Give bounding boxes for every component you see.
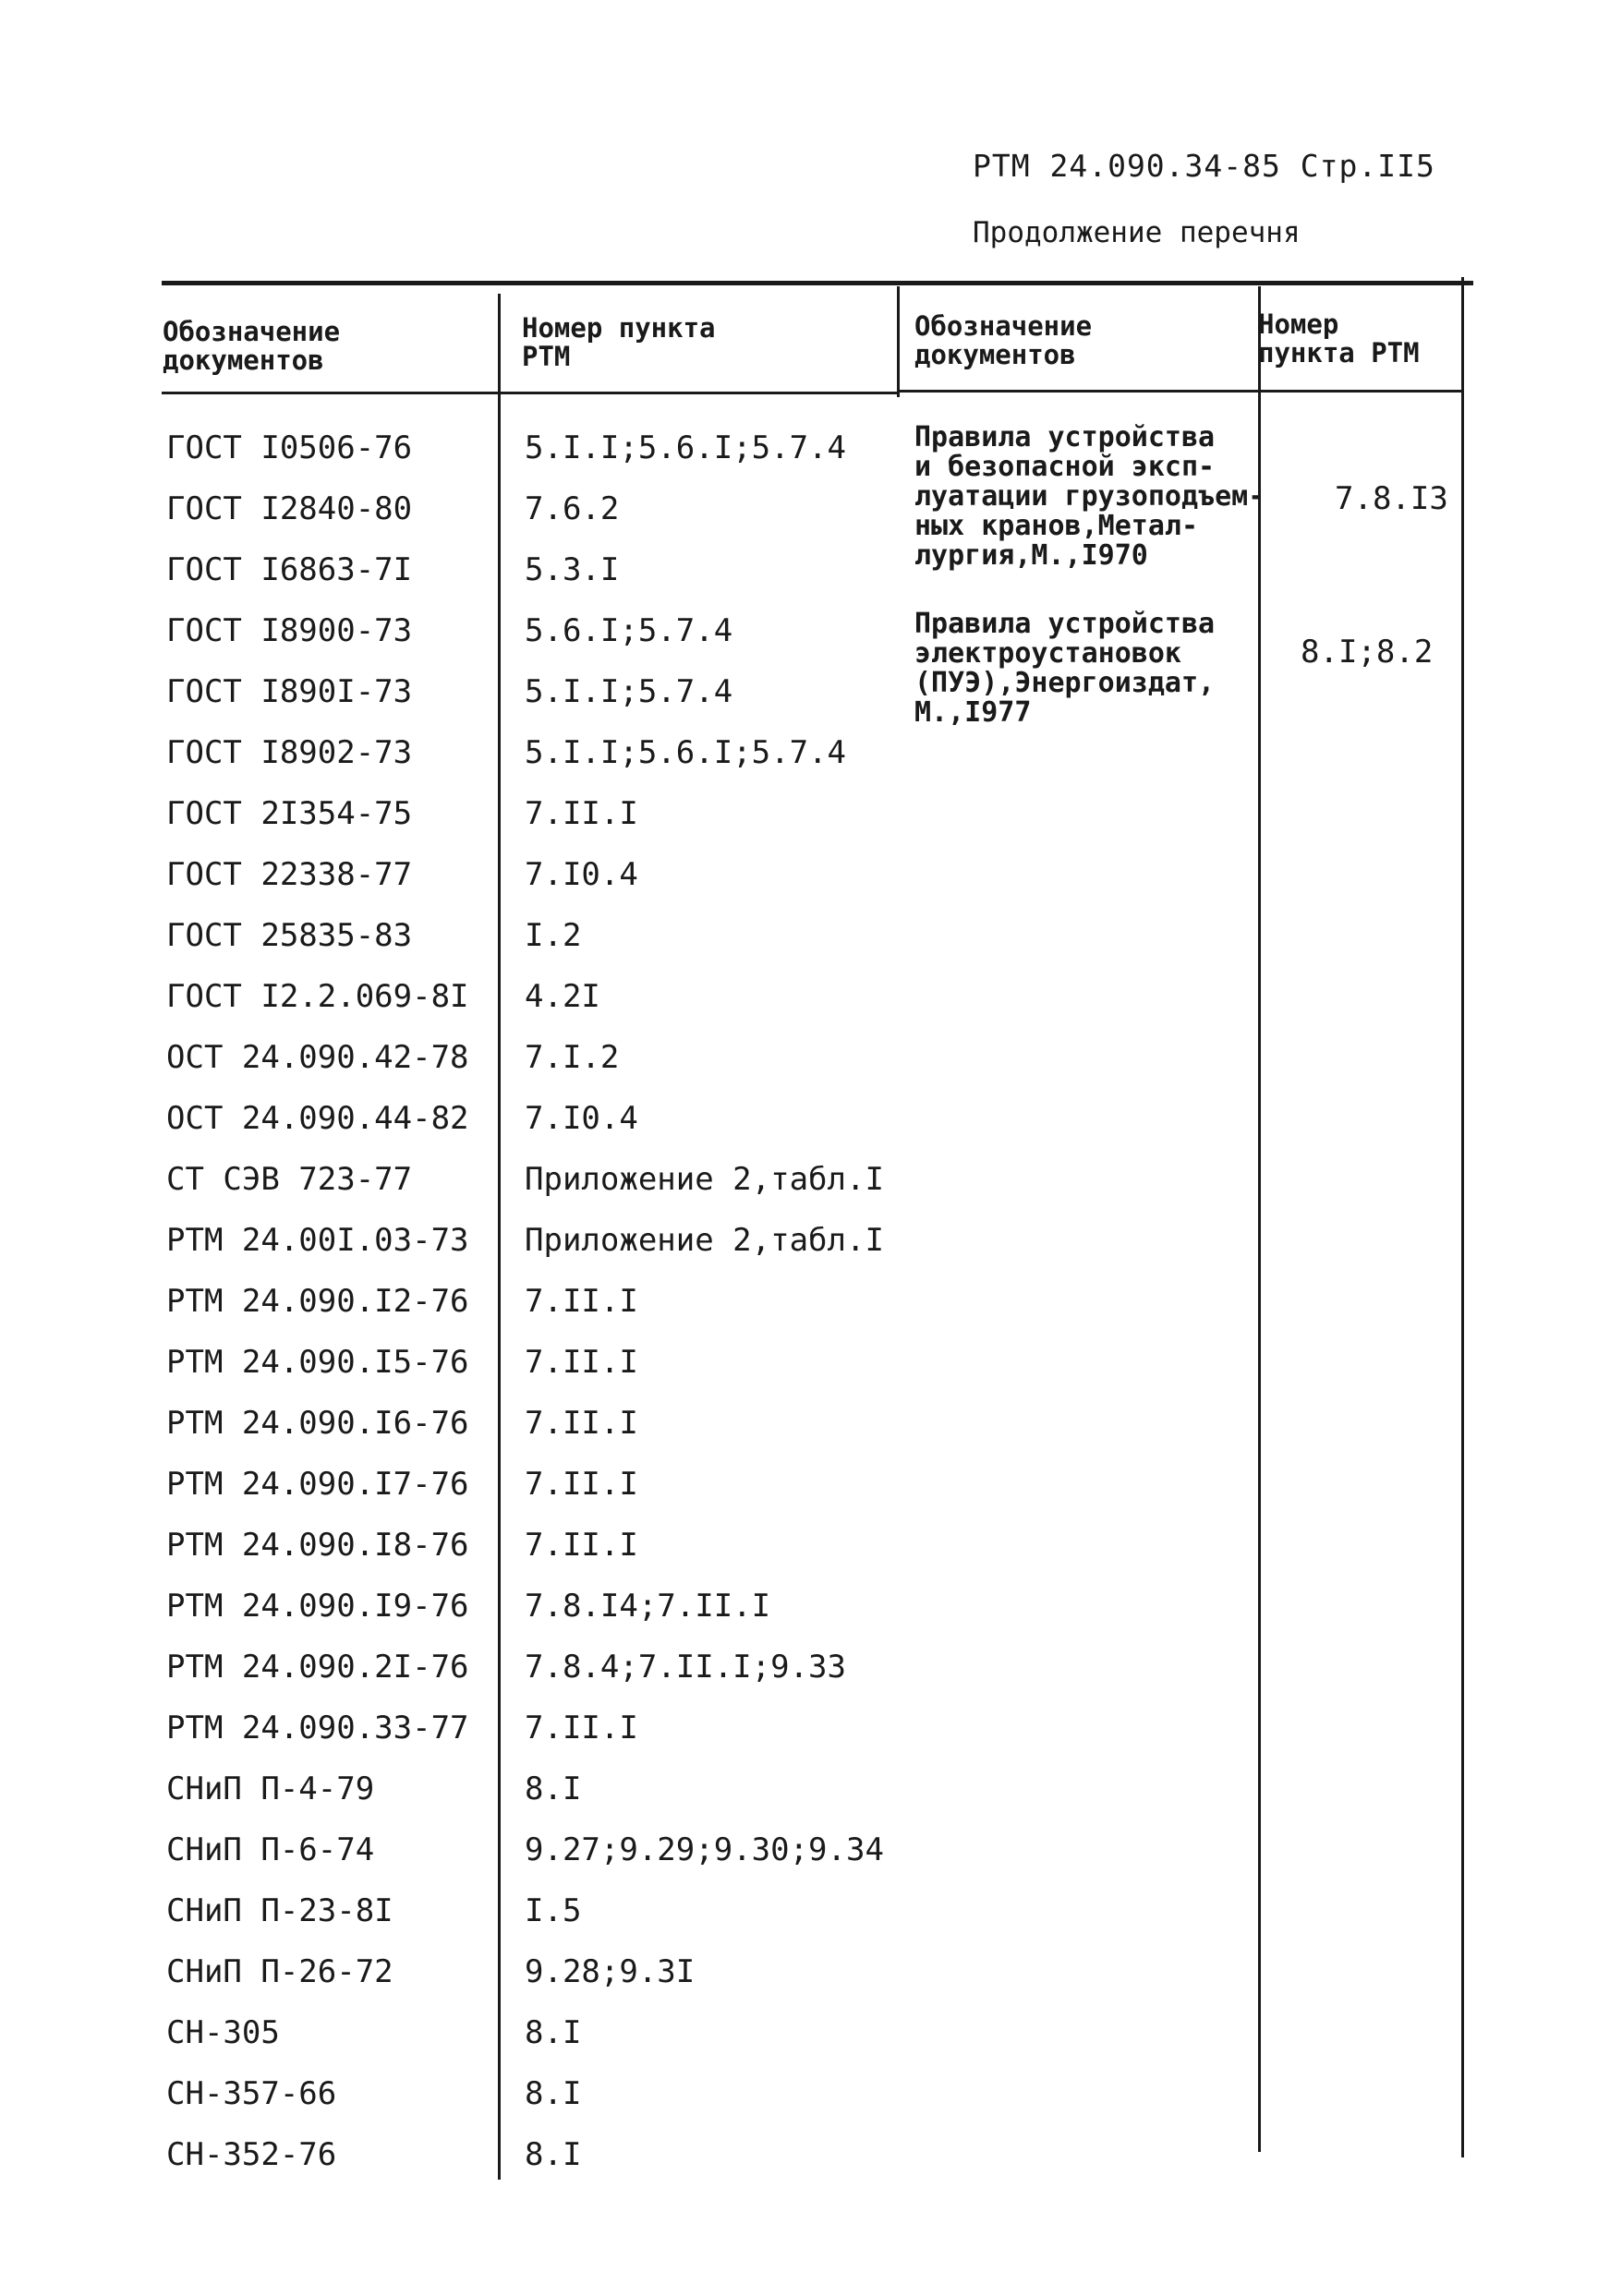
table-row-doc: СНиП П-4-79 — [166, 1770, 375, 1807]
column-header-rtm-point-2: Номер пункта РТМ — [1258, 308, 1420, 369]
table-row-doc: РТМ 24.090.I8-76 — [166, 1527, 469, 1564]
table-row-doc: ГОСТ 2I354-75 — [166, 795, 413, 832]
table-row-doc: РТМ 24.090.I7-76 — [166, 1466, 469, 1503]
table-row-point: 9.27;9.29;9.30;9.34 — [525, 1831, 884, 1868]
table-row-point: 7.II.I — [525, 1344, 638, 1381]
table-row-point: 8.I — [525, 1770, 582, 1807]
table-row-point: 7.II.I — [525, 1710, 638, 1746]
table-row-doc: ГОСТ I0506-76 — [166, 429, 413, 466]
table-row-doc: ГОСТ I2.2.069-8I — [166, 978, 469, 1015]
table-row-point: 7.II.I — [525, 1527, 638, 1564]
continuation-heading: Продолжение перечня — [973, 216, 1301, 249]
table-row-doc: РТМ 24.090.I9-76 — [166, 1588, 469, 1625]
table-row-doc: РТМ 24.090.2I-76 — [166, 1649, 469, 1686]
crane-rules-point: 7.8.I3 — [1335, 480, 1448, 517]
column-header-documents-2: Обозначение документов — [914, 310, 1093, 370]
table-row-point: 7.I.2 — [525, 1039, 620, 1076]
table-row-point: 7.6.2 — [525, 490, 620, 527]
table-row-doc: СНиП П-26-72 — [166, 1953, 393, 1990]
table-row-point: 8.I — [525, 2136, 582, 2173]
table-header-rule-right — [899, 390, 1464, 393]
electrical-rules-point: 8.I;8.2 — [1301, 634, 1434, 671]
table-row-doc: СНиП П-6-74 — [166, 1831, 375, 1868]
table-row-doc: РТМ 24.090.I5-76 — [166, 1344, 469, 1381]
column-header-documents: Обозначение документов — [163, 316, 341, 376]
table-row-point: I.2 — [525, 917, 582, 954]
table-row-point: Приложение 2,табл.I — [525, 1222, 884, 1259]
table-row-doc: ОСТ 24.090.44-82 — [166, 1100, 469, 1137]
table-row-doc: СТ СЭВ 723-77 — [166, 1161, 413, 1198]
table-row-doc: РТМ 24.090.33-77 — [166, 1710, 469, 1746]
table-row-doc: ГОСТ I8902-73 — [166, 734, 413, 771]
table-top-rule — [162, 281, 1473, 285]
table-row-doc: ГОСТ I890I-73 — [166, 673, 413, 710]
table-row-point: 8.I — [525, 2014, 582, 2051]
column-divider-2 — [897, 286, 900, 397]
table-row-doc: СНиП П-23-8I — [166, 1892, 393, 1929]
table-row-doc: ОСТ 24.090.42-78 — [166, 1039, 469, 1076]
table-row-point: 5.3.I — [525, 551, 620, 588]
table-row-doc: РТМ 24.00I.03-73 — [166, 1222, 469, 1259]
table-row-doc: РТМ 24.090.I6-76 — [166, 1405, 469, 1442]
table-row-point: Приложение 2,табл.I — [525, 1161, 884, 1198]
table-row-point: 7.I0.4 — [525, 1100, 638, 1137]
table-row-point: 8.I — [525, 2075, 582, 2112]
column-header-rtm-point: Номер пункта РТМ — [522, 312, 716, 372]
table-row-point: 5.I.I;5.6.I;5.7.4 — [525, 429, 846, 466]
table-row-point: 5.I.I;5.7.4 — [525, 673, 733, 710]
table-row-point: 7.8.I4;7.II.I — [525, 1588, 771, 1625]
crane-rules-document: Правила устройства и безопасной эксп- луатации грузоподъем- ных кранов,Метал- лургия,М.,I970 — [914, 421, 1265, 572]
table-row-doc: РТМ 24.090.I2-76 — [166, 1283, 469, 1320]
table-row-point: 7.II.I — [525, 1405, 638, 1442]
table-row-doc: ГОСТ I6863-7I — [166, 551, 413, 588]
table-row-point: 7.II.I — [525, 1283, 638, 1320]
table-row-point: 5.I.I;5.6.I;5.7.4 — [525, 734, 846, 771]
table-row-doc: ГОСТ 22338-77 — [166, 856, 413, 893]
table-row-point: I.5 — [525, 1892, 582, 1929]
table-row-point: 7.I0.4 — [525, 856, 638, 893]
rtm-point-column — [525, 417, 903, 2185]
column-divider-1 — [498, 294, 501, 2180]
table-row-doc: СН-357-66 — [166, 2075, 337, 2112]
table-row-doc: ГОСТ 25835-83 — [166, 917, 413, 954]
table-row-doc: СН-352-76 — [166, 2136, 337, 2173]
electrical-rules-document: Правила устройства электроустановок (ПУЭ),Энергоиздат, М.,I977 — [914, 608, 1216, 729]
table-row-point: 7.II.I — [525, 1466, 638, 1503]
table-row-point: 5.6.I;5.7.4 — [525, 612, 733, 649]
table-row-point: 7.8.4;7.II.I;9.33 — [525, 1649, 846, 1686]
document-designation-column — [166, 417, 490, 2185]
table-row-point: 7.II.I — [525, 795, 638, 832]
table-row-doc: ГОСТ I2840-80 — [166, 490, 413, 527]
table-row-point: 9.28;9.3I — [525, 1953, 696, 1990]
table-row-doc: ГОСТ I8900-73 — [166, 612, 413, 649]
table-row-doc: СН-305 — [166, 2014, 280, 2051]
table-header-rule-left — [162, 392, 899, 394]
table-row-point: 4.2I — [525, 978, 600, 1015]
page-header-doc-ref: РТМ 24.090.34-85 Стр.II5 — [973, 148, 1435, 184]
column-divider-4 — [1461, 277, 1464, 2157]
